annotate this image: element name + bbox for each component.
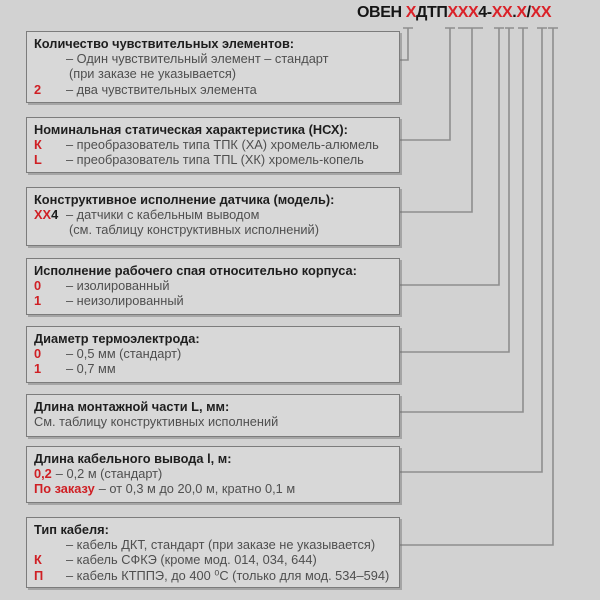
box-heading: Конструктивное исполнение датчика (модель): xyxy=(34,192,335,207)
option-code-main: ХХ xyxy=(34,207,52,223)
option-row xyxy=(34,481,391,496)
option-row xyxy=(34,552,391,567)
option-row xyxy=(34,137,391,152)
box-design-model xyxy=(26,187,400,246)
option-code xyxy=(34,293,66,308)
box-heading: Номинальная статическая характеристика (НСХ): xyxy=(34,122,348,137)
box-heading: Длина кабельного вывода l, м: xyxy=(34,451,232,466)
option-code: 0,2 xyxy=(34,466,52,482)
code-segment: Х xyxy=(516,4,527,21)
option-text: – 0,5 мм (стандарт) xyxy=(66,346,182,362)
option-row xyxy=(34,537,391,552)
option-row xyxy=(34,414,391,429)
option-row xyxy=(34,346,391,361)
connector-line-junction-type xyxy=(400,28,504,285)
option-code xyxy=(34,152,66,167)
option-code: По заказу xyxy=(34,481,95,497)
option-row xyxy=(34,293,391,308)
option-text: См. таблицу конструктивных исполнений xyxy=(34,414,279,430)
connector-line-sensor-count xyxy=(400,28,413,60)
option-code-suffix: 4 xyxy=(51,207,59,223)
connector-line-cable-lead-length xyxy=(400,28,547,472)
option-code xyxy=(34,361,66,376)
option-row xyxy=(34,278,391,293)
option-code-main: 1 xyxy=(34,293,42,309)
option-code xyxy=(34,278,66,293)
option-code xyxy=(34,66,66,81)
option-code-main: 0 xyxy=(34,346,42,362)
code-segment: 4- xyxy=(478,4,492,21)
option-text: – от 0,3 м до 20,0 м, кратно 0,1 м xyxy=(98,481,296,497)
option-text: – изолированный xyxy=(66,278,170,294)
option-code xyxy=(34,222,66,237)
code-segment: . xyxy=(512,4,517,21)
box-junction-type xyxy=(26,258,400,315)
option-code xyxy=(34,207,66,222)
option-text: (при заказе не указывается) xyxy=(69,66,237,82)
option-row xyxy=(34,152,391,167)
connector-line-cable-type xyxy=(400,28,558,545)
option-code-main: 1 xyxy=(34,361,42,377)
code-segment: / xyxy=(526,4,531,21)
box-sensor-count xyxy=(26,31,400,103)
option-code-main: П xyxy=(34,567,44,583)
option-text: – Один чувствительный элемент – стандарт xyxy=(66,51,329,67)
option-text: – преобразователь типа ТПL (ХК) хромель-копель xyxy=(66,152,364,168)
option-text: – преобразователь типа ТПК (ХА) хромель-алюмель xyxy=(66,137,379,153)
option-code xyxy=(34,552,66,567)
option-text: – 0,7 мм xyxy=(66,361,116,377)
box-mounting-length xyxy=(26,394,400,437)
option-text: (см. таблицу конструктивных исполнений) xyxy=(69,222,319,238)
option-code xyxy=(34,537,66,552)
box-heading: Количество чувствительных элементов: xyxy=(34,36,295,51)
option-code xyxy=(34,346,66,361)
option-code xyxy=(34,137,66,152)
box-heading: Длина монтажной части L, мм: xyxy=(34,399,230,414)
box-electrode-diameter xyxy=(26,326,400,383)
code-segment: ХХХ xyxy=(447,4,479,21)
option-text: – кабель ДКТ, стандарт (при заказе не указывается) xyxy=(66,537,376,553)
option-code xyxy=(34,82,66,97)
box-heading: Исполнение рабочего спая относительно корпуса: xyxy=(34,263,357,278)
option-code-main: L xyxy=(34,152,42,168)
option-row xyxy=(34,51,391,66)
option-text: – кабель СФКЭ (кроме мод. 014, 034, 644) xyxy=(66,552,317,568)
box-cable-type xyxy=(26,517,400,588)
box-static-characteristic xyxy=(26,117,400,173)
code-segment: Х xyxy=(405,4,416,21)
option-code xyxy=(34,51,66,66)
box-heading: Диаметр термоэлектрода: xyxy=(34,331,200,346)
option-row xyxy=(34,207,391,222)
option-text: – неизолированный xyxy=(66,293,184,309)
option-code-main: К xyxy=(34,552,42,568)
option-text: – датчики с кабельным выводом xyxy=(66,207,260,223)
code-segment: ДТП xyxy=(415,4,448,21)
option-row xyxy=(34,466,391,481)
code-segment: ОВЕН xyxy=(357,4,406,21)
option-row xyxy=(34,82,391,97)
box-cable-lead-length xyxy=(26,446,400,503)
code-segment: ХХ xyxy=(491,4,513,21)
option-code-main: К xyxy=(34,137,42,153)
box-heading: Тип кабеля: xyxy=(34,522,109,537)
option-row xyxy=(34,222,391,237)
option-code xyxy=(34,568,66,583)
option-text: – кабель КТППЭ, до 400 ⁰С (только для мод. 534–594) xyxy=(66,567,390,583)
connector-line-electrode-diameter xyxy=(400,28,514,352)
option-row xyxy=(34,361,391,376)
option-row xyxy=(34,568,391,583)
option-code-main: 0 xyxy=(34,278,42,294)
option-code-main: 2 xyxy=(34,81,42,97)
option-row xyxy=(34,66,391,81)
code-segment: ХХ xyxy=(530,4,552,21)
option-text: – 0,2 м (стандарт) xyxy=(55,466,163,482)
connector-line-design-model xyxy=(400,28,483,212)
option-text: – два чувствительных элемента xyxy=(66,81,257,97)
